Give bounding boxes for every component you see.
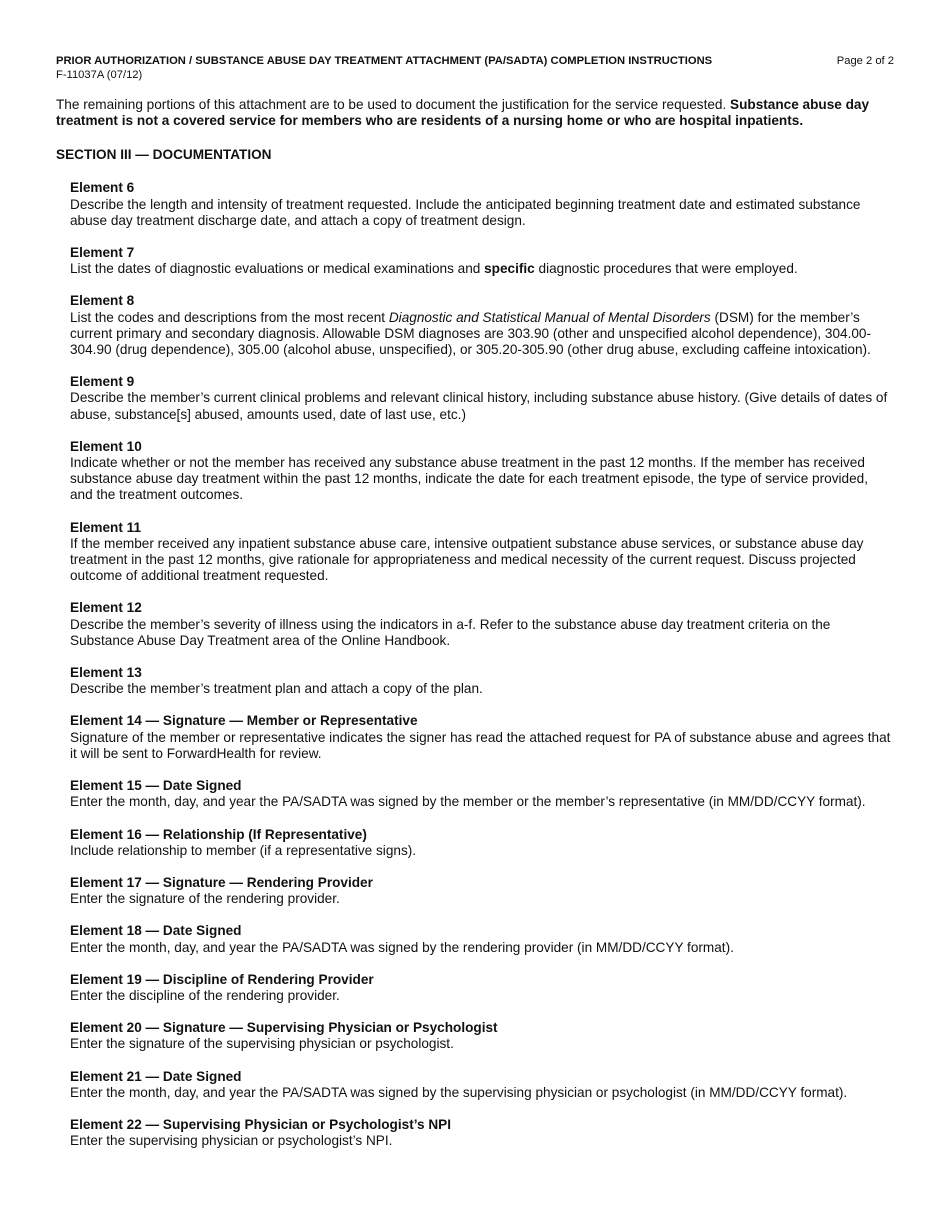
element-title: Element 22 — Supervising Physician or Psychologist’s NPI bbox=[70, 1116, 451, 1132]
element-body: Enter the signature of the supervising physician or psychologist. bbox=[70, 1036, 454, 1052]
element-15 bbox=[70, 778, 894, 810]
element-title: Element 18 — Date Signed bbox=[70, 923, 242, 939]
element-title: Element 9 bbox=[70, 374, 135, 390]
element-title: Element 6 bbox=[70, 180, 135, 196]
section-heading: SECTION III — DOCUMENTATION bbox=[56, 147, 272, 163]
element-body: Describe the member’s severity of illness using the indicators in a-f. Refer to the substance abuse day treatment criteria on the Substance Abuse Day Treatment area of the Online Handbook. bbox=[70, 616, 831, 648]
element-body: Signature of the member or representative indicates the signer has read the attached request for PA of substance abuse and agrees that it will be sent to ForwardHealth for review. bbox=[70, 729, 891, 761]
page-number: Page 2 of 2 bbox=[836, 55, 894, 67]
element-9 bbox=[70, 374, 894, 423]
element-19 bbox=[70, 972, 894, 1004]
element-body: Describe the member’s current clinical problems and relevant clinical history, including substance abuse history. (Give details of dates of abuse, substance[s] abused, amounts used, date of last use, etc.) bbox=[70, 390, 888, 422]
element-title: Element 16 — Relationship (If Representative) bbox=[70, 826, 367, 842]
document-page bbox=[56, 55, 894, 1165]
element-title: Element 11 bbox=[70, 519, 142, 535]
element-12 bbox=[70, 600, 894, 649]
element-body-text: diagnostic procedures that were employed. bbox=[534, 261, 798, 277]
element-body bbox=[70, 310, 894, 359]
element-11 bbox=[70, 520, 894, 585]
element-body: Enter the signature of the rendering provider. bbox=[70, 891, 340, 907]
element-title: Element 15 — Date Signed bbox=[70, 778, 242, 794]
element-title: Element 17 — Signature — Rendering Provider bbox=[70, 874, 373, 890]
intro-text: The remaining portions of this attachment are to be used to document the justification for the service requested. bbox=[56, 97, 731, 112]
element-list bbox=[70, 180, 894, 1149]
intro-paragraph bbox=[56, 97, 894, 129]
element-title: Element 10 bbox=[70, 438, 142, 454]
element-body: Describe the length and intensity of treatment requested. Include the anticipated beginning treatment date and estimated substance abuse day treatment discharge date, and attach a copy of treatment design. bbox=[70, 196, 861, 228]
element-body: Enter the month, day, and year the PA/SADTA was signed by the supervising physician or psychologist (in MM/DD/CCYY format). bbox=[70, 1084, 848, 1100]
element-17 bbox=[70, 875, 894, 907]
form-id: F-11037A (07/12) bbox=[56, 69, 143, 81]
element-body: Enter the supervising physician or psychologist’s NPI. bbox=[70, 1133, 393, 1149]
element-body-italic: Diagnostic and Statistical Manual of Mental Disorders bbox=[388, 309, 711, 325]
element-body: Describe the member’s treatment plan and attach a copy of the plan. bbox=[70, 681, 483, 697]
element-body: Enter the month, day, and year the PA/SADTA was signed by the member or the member’s representative (in MM/DD/CCYY format). bbox=[70, 794, 866, 810]
page-header bbox=[56, 55, 894, 68]
element-title: Element 12 bbox=[70, 600, 142, 616]
element-7 bbox=[70, 245, 894, 277]
element-6 bbox=[70, 180, 894, 229]
element-22 bbox=[70, 1117, 894, 1149]
element-8 bbox=[70, 293, 894, 358]
element-20 bbox=[70, 1020, 894, 1052]
element-body: Enter the discipline of the rendering provider. bbox=[70, 987, 340, 1003]
element-body: Indicate whether or not the member has received any substance abuse treatment in the past 12 months. If the member has received substance abuse day treatment within the past 12 months, indicate the date for each treatment episode, the type of service provided, and the treatment outcomes. bbox=[70, 455, 868, 503]
element-13 bbox=[70, 665, 894, 697]
element-title: Element 8 bbox=[70, 293, 135, 309]
element-title: Element 7 bbox=[70, 245, 135, 261]
element-16 bbox=[70, 827, 894, 859]
element-body-text: (DSM) for the member’s current primary and secondary diagnosis. Allowable DSM diagnoses are 303.90 (other and unspecified alcohol dependence), 304.00-304.90 (drug dependence), 305.00 (alcohol abuse, unspecified), or 305.20-305.90 (other drug abuse, excluding caffeine intoxication). bbox=[70, 309, 872, 358]
element-title: Element 13 bbox=[70, 665, 142, 681]
intro-bold-text: Substance abuse day treatment is not a covered service for members who are residents of a nursing home or who are hospital inpatients. bbox=[56, 97, 870, 129]
element-body-text: List the codes and descriptions from the most recent bbox=[70, 309, 389, 325]
element-body: Include relationship to member (if a representative signs). bbox=[70, 842, 417, 858]
element-21 bbox=[70, 1069, 894, 1101]
element-title: Element 21 — Date Signed bbox=[70, 1068, 242, 1084]
element-10 bbox=[70, 439, 894, 504]
element-title: Element 20 — Signature — Supervising Physician or Psychologist bbox=[70, 1020, 498, 1036]
element-title: Element 14 — Signature — Member or Representative bbox=[70, 713, 418, 729]
element-14 bbox=[70, 713, 894, 762]
document-title: PRIOR AUTHORIZATION / SUBSTANCE ABUSE DAY TREATMENT ATTACHMENT (PA/SADTA) COMPLETION INSTRUCTIONS bbox=[56, 55, 713, 67]
element-body bbox=[70, 261, 894, 277]
element-body-text: List the dates of diagnostic evaluations or medical examinations and bbox=[70, 261, 485, 277]
element-title: Element 19 — Discipline of Rendering Provider bbox=[70, 971, 374, 987]
element-body: If the member received any inpatient substance abuse care, intensive outpatient substance abuse services, or substance abuse day treatment in the past 12 months, give rationale for appropriateness and medical necessity of the current request. Discuss projected outcome of additional treatment requested. bbox=[70, 535, 864, 584]
element-18 bbox=[70, 923, 894, 955]
element-body: Enter the month, day, and year the PA/SADTA was signed by the rendering provider (in MM/DD/CCYY format). bbox=[70, 939, 734, 955]
element-body-bold: specific bbox=[484, 261, 535, 277]
